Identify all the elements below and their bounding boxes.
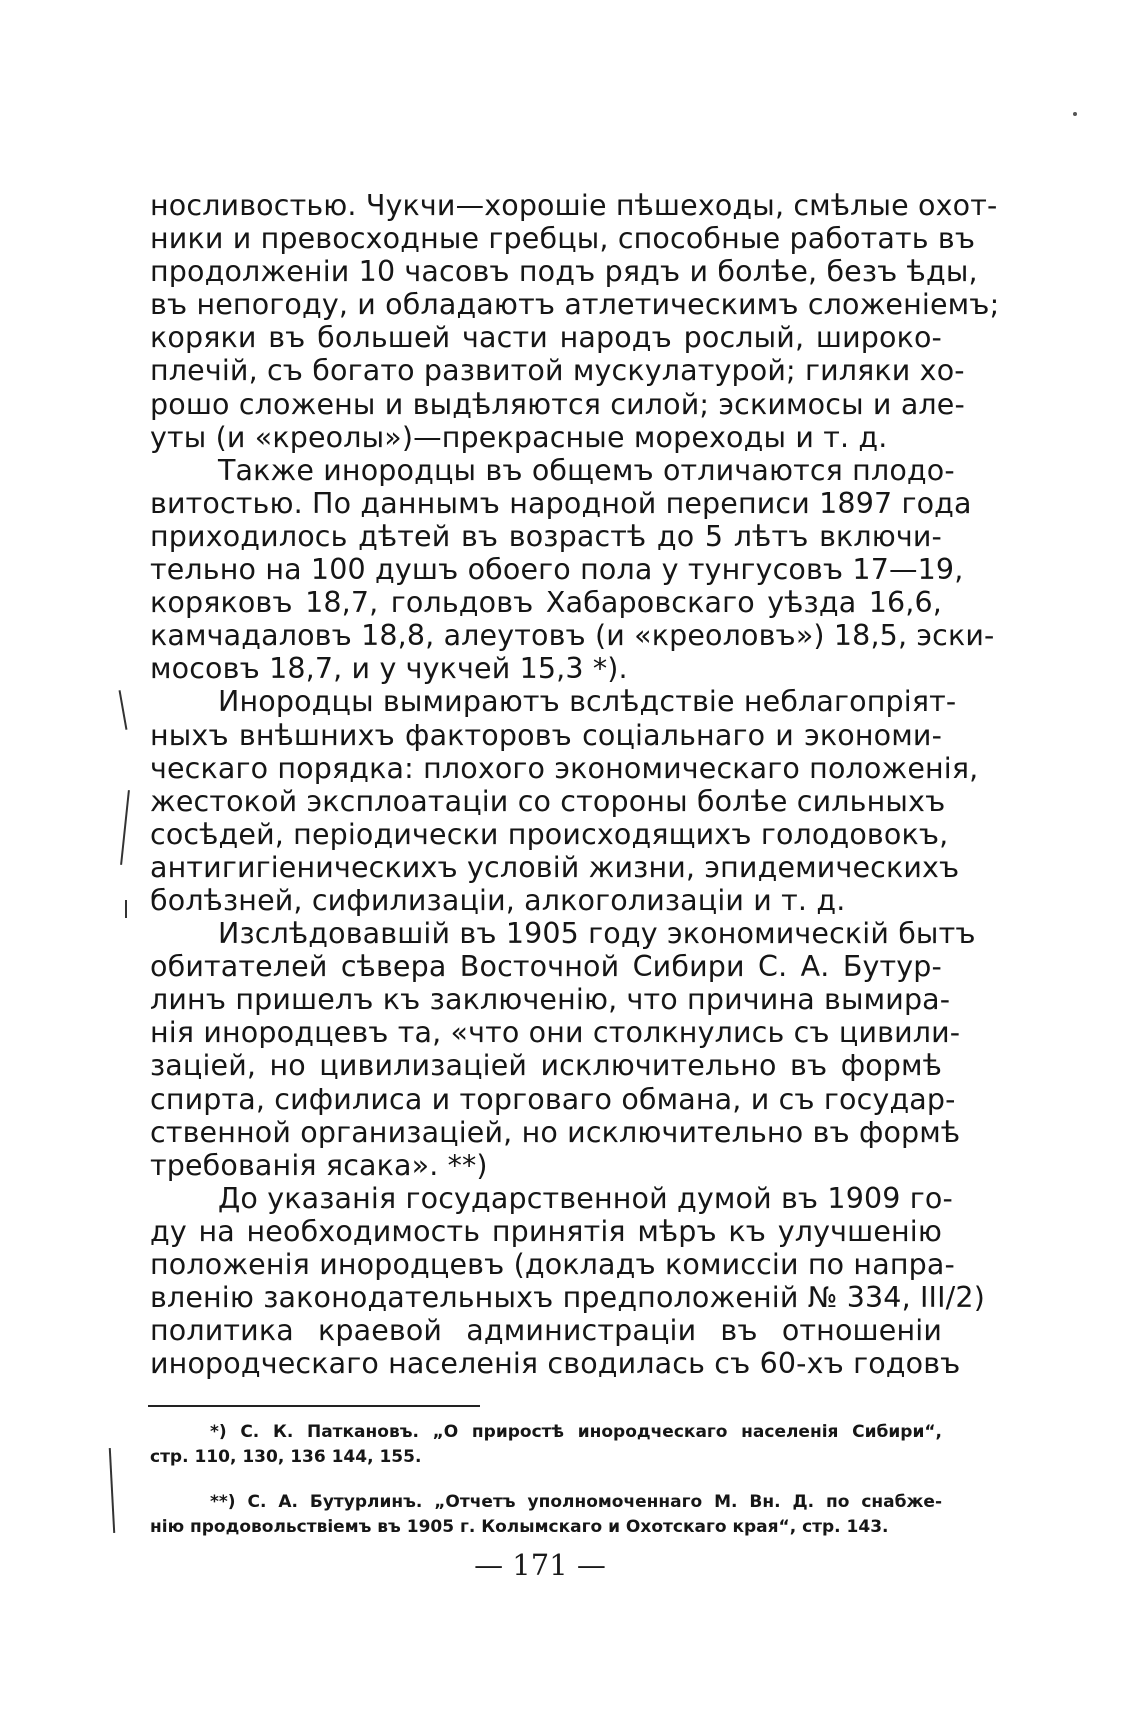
text-line: приходилось дѣтей въ возрастѣ до 5 лѣтъ включи- xyxy=(150,519,942,553)
text-line: антигигіеническихъ условій жизни, эпидемическихъ xyxy=(150,850,960,884)
text-line: вленію законодательныхъ предположеній № 334, III/2) xyxy=(150,1281,985,1315)
text-line: сосѣдей, періодически происходящихъ голодовокъ, xyxy=(150,817,949,851)
text-line: ческаго порядка: плохого экономическаго положенія, xyxy=(150,751,979,785)
text-line: продолженіи 10 часовъ подъ рядъ и болѣе, безъ ѣды, xyxy=(150,255,978,289)
footnote-line: нію продовольствіемъ въ 1905 г. Колымскаго и Охотскаго края“, стр. 143. xyxy=(150,1517,889,1537)
text-line: линъ пришелъ къ заключенію, что причина вымира- xyxy=(150,983,951,1017)
margin-mark-middle xyxy=(120,790,130,865)
footnotes xyxy=(150,1420,942,1540)
footnote-line: *) С. К. Паткановъ. „О приростѣ инородческаго населенія Сибири“, xyxy=(210,1422,942,1442)
text-line: тельно на 100 душъ обоего пола у тунгусовъ 17—19, xyxy=(150,553,964,587)
text-line: мосовъ 18,7, и у чукчей 15,3 *). xyxy=(150,652,628,686)
margin-mark-footnote xyxy=(109,1448,115,1533)
text-line: Также инородцы въ общемъ отличаются плодо- xyxy=(218,453,955,487)
text-line: ныхъ внѣшнихъ факторовъ соціальнаго и экономи- xyxy=(150,718,942,752)
text-line: ники и превосходные гребцы, способные работать въ xyxy=(150,222,976,256)
footnote-line: стр. 110, 130, 136 144, 155. xyxy=(150,1447,422,1467)
text-line: положенія инородцевъ (докладъ комиссіи по напра- xyxy=(150,1248,955,1281)
text-line: обитателей сѣвера Восточной Сибири С. А. Бутур- xyxy=(150,950,942,984)
margin-mark-lower xyxy=(125,900,127,918)
page-number: — 171 — xyxy=(474,1548,606,1582)
text-line: коряки въ большей части народъ рослый, широко- xyxy=(150,321,942,355)
text-line: нія инородцевъ та, «что они столкнулись съ цивили- xyxy=(150,1016,961,1050)
text-line: ду на необходимость принятія мѣръ къ улучшенію xyxy=(150,1214,942,1248)
footnote-divider xyxy=(148,1405,480,1407)
text-line: жестокой эксплоатаціи со стороны болѣе сильныхъ xyxy=(150,784,946,818)
text-line: въ непогоду, и обладаютъ атлетическимъ сложеніемъ; xyxy=(150,288,1000,322)
margin-mark-upper xyxy=(119,690,128,730)
text-line: требованія ясака». **) xyxy=(150,1148,488,1182)
text-line: Инородцы вымираютъ вслѣдствіе неблагопріят- xyxy=(218,685,957,719)
text-line: коряковъ 18,7, гольдовъ Хабаровскаго уѣзда 16,6, xyxy=(150,586,942,620)
text-line: До указанія государственной думой въ 1909 го- xyxy=(218,1181,953,1215)
text-line: витостью. По даннымъ народной переписи 1897 года xyxy=(150,486,972,520)
text-line: ственной организаціей, но исключительно въ формѣ xyxy=(150,1115,961,1149)
text-line: болѣзней, сифилизаціи, алкоголизаціи и т. д. xyxy=(150,883,846,917)
text-line: камчадаловъ 18,8, алеутовъ (и «креоловъ») 18,5, эски- xyxy=(150,619,995,653)
text-line: заціей, но цивилизаціей исключительно въ формѣ xyxy=(150,1049,942,1083)
text-line: инородческаго населенія сводилась съ 60-хъ годовъ xyxy=(150,1347,961,1381)
text-line: плечій, съ богато развитой мускулатурой; гиляки хо- xyxy=(150,354,965,388)
scan-speck xyxy=(1073,112,1077,116)
text-line: политика краевой администраціи въ отношеніи xyxy=(150,1314,942,1348)
body-text xyxy=(150,189,1000,1381)
text-line: уты (и «креолы»)—прекрасные мореходы и т. д. xyxy=(150,420,888,454)
footnote-line: **) С. А. Бутурлинъ. „Отчетъ уполномоченнаго М. Вн. Д. по снабже- xyxy=(210,1492,942,1512)
text-line: Изслѣдовавшій въ 1905 году экономическій бытъ xyxy=(218,917,976,951)
text-line: спирта, сифилиса и торговаго обмана, и съ государ- xyxy=(150,1082,956,1116)
text-line: носливостью. Чукчи—хорошіе пѣшеходы, смѣлые охот- xyxy=(150,189,998,222)
text-line: рошо сложены и выдѣляются силой; эскимосы и але- xyxy=(150,387,965,421)
